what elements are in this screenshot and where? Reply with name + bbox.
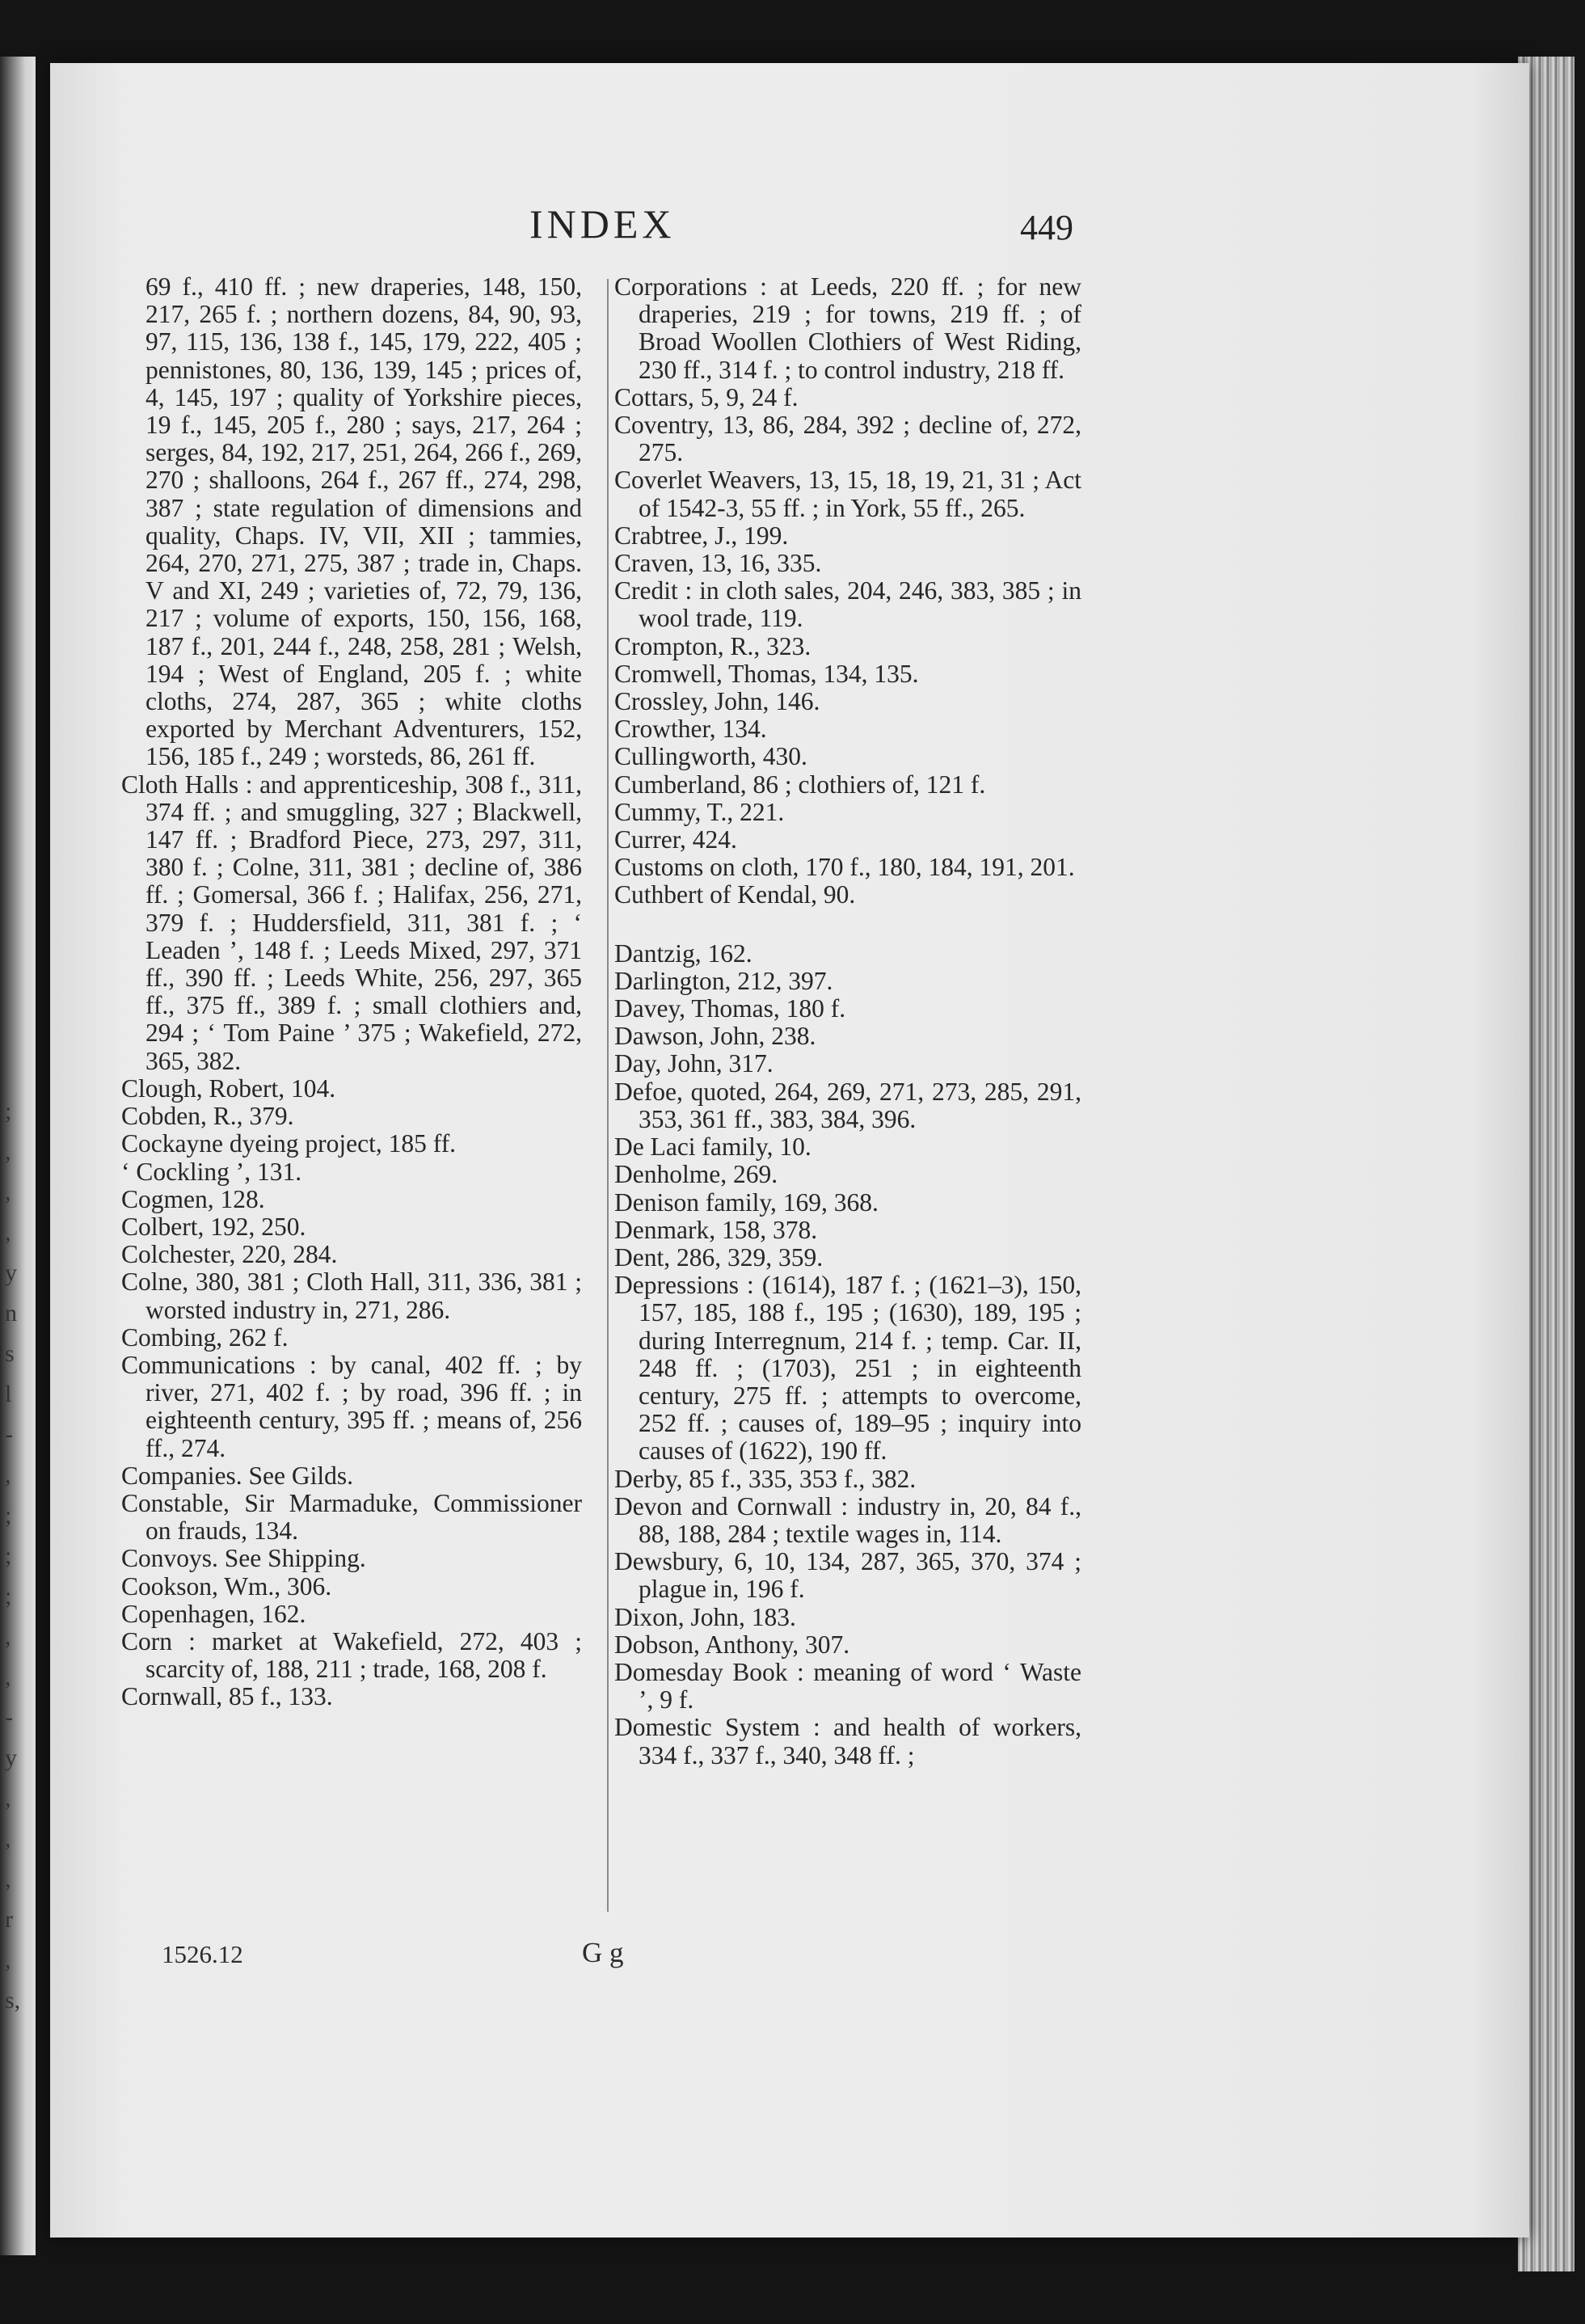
- margin-fragment: ;: [5, 1583, 12, 1609]
- margin-fragment: ,: [5, 1461, 11, 1488]
- index-entry: Cobden, R., 379.: [121, 1102, 294, 1131]
- index-entry: Coventry, 13, 86, 284, 392 ; decline of, 272, 275.: [614, 411, 1081, 467]
- index-entry: Derby, 85 f., 335, 353 f., 382.: [614, 1464, 917, 1493]
- margin-fragment: ,: [5, 1825, 11, 1852]
- index-entry: Dixon, John, 183.: [614, 1602, 796, 1631]
- index-entry: Dobson, Anthony, 307.: [614, 1630, 850, 1659]
- index-entry: Cookson, Wm., 306.: [121, 1571, 332, 1601]
- index-entry: De Laci family, 10.: [614, 1132, 811, 1162]
- index-entry: Cockayne dyeing project, 185 ff.: [121, 1129, 457, 1158]
- margin-fragment: ,: [5, 1664, 11, 1690]
- index-column-left: [121, 273, 582, 1711]
- margin-fragment: s,: [5, 1987, 21, 2014]
- index-entry: Domestic System : and health of workers, 334 f., 337 f., 340, 348 ff. ;: [614, 1713, 1081, 1769]
- index-entry: Combing, 262 f.: [121, 1322, 289, 1352]
- index-entry: Depressions : (1614), 187 f. ; (1621–3), 150, 157, 185, 188 f., 195 ; (1630), 189, 195 ; during Interregnum, 214 f. ; temp. Car. II, 248 ff. ; (1703), 251 ; in eighteenth century, 275 ff. ; attempts to overcome, 252 ff. ; causes of, 189–95 ; inquiry into causes of (1622), 190 ff.: [614, 1271, 1081, 1466]
- index-entry: Copenhagen, 162.: [121, 1599, 306, 1628]
- index-entry: Cogmen, 128.: [121, 1184, 265, 1213]
- index-entry: ‘ Cockling ’, 131.: [121, 1157, 302, 1186]
- index-entry: Davey, Thomas, 180 f.: [614, 994, 846, 1023]
- margin-fragment: y: [5, 1744, 17, 1771]
- printer-signature: 1526.12: [162, 1940, 243, 1968]
- index-entry: Dewsbury, 6, 10, 134, 287, 365, 370, 374 ; plague in, 196 f.: [614, 1547, 1081, 1604]
- index-entry: Corn : market at Wakefield, 272, 403 ; scarcity of, 188, 211 ; trade, 168, 208 f.: [121, 1626, 582, 1684]
- column-divider: [607, 279, 609, 1912]
- index-entry: Corporations : at Leeds, 220 ff. ; for new draperies, 219 ; for towns, 219 ff. ; of Broad Woollen Clothiers of West Riding, 230 ff., 314 f. ; to control industry, 218 ff.: [614, 272, 1081, 384]
- margin-fragment: s: [5, 1340, 15, 1367]
- margin-fragment: y: [5, 1259, 17, 1286]
- page-number: 449: [1020, 208, 1073, 247]
- index-entry: Denmark, 158, 378.: [614, 1215, 818, 1244]
- index-entry: Currer, 424.: [614, 825, 737, 854]
- margin-fragment: ,: [5, 1219, 11, 1246]
- index-entry: Domesday Book : meaning of word ‘ Waste ’, 9 f.: [614, 1657, 1081, 1715]
- index-entry: Craven, 13, 16, 335.: [614, 549, 822, 578]
- margin-fragment: ,: [5, 1179, 11, 1205]
- index-entry: Day, John, 317.: [614, 1049, 774, 1078]
- index-entry: Cullingworth, 430.: [614, 742, 807, 771]
- index-entry: Constable, Sir Marmaduke, Commissioner on frauds, 134.: [121, 1488, 582, 1546]
- index-entry: Coverlet Weavers, 13, 15, 18, 19, 21, 31 ; Act of 1542-3, 55 ff. ; in York, 55 ff., 265.: [614, 466, 1081, 522]
- index-entry: Cloth Halls : and apprenticeship, 308 f., 311, 374 ff. ; and smuggling, 327 ; Blackwell, 147 ff. ; Bradford Piece, 273, 297, 311, 380 f. ; Colne, 311, 381 ; decline of, 386 ff. ; Gomersal, 366 f. ; Halifax, 256, 271, 379 f. ; Huddersfield, 311, 381 f. ; ‘ Leaden ’, 148 f. ; Leeds Mixed, 297, 371 ff., 390 ff. ; Leeds White, 256, 297, 365 ff., 375 ff., 389 f. ; small clothiers and, 294 ; ‘ Tom Paine ’ 375 ; Wakefield, 272, 365, 382.: [121, 770, 582, 1075]
- index-entry: Crossley, John, 146.: [614, 687, 820, 716]
- index-column-right: [614, 273, 1081, 1769]
- margin-fragment: r: [5, 1906, 13, 1933]
- margin-fragment: -: [5, 1704, 13, 1731]
- margin-fragment: ,: [5, 1866, 11, 1892]
- index-entry: 69 f., 410 ff. ; new draperies, 148, 150, 217, 265 f. ; northern dozens, 84, 90, 93, 97, 115, 136, 138 f., 145, 179, 222, 405 ; pennistones, 80, 136, 139, 145 ; prices of, 4, 145, 197 ; quality of Yorkshire pieces, 19 f., 145, 205 f., 280 ; says, 217, 264 ; serges, 84, 192, 217, 251, 264, 266 f., 269, 270 ; shalloons, 264 f., 267 ff., 274, 298, 387 ; state regulation of dimensions and quality, Chaps. IV, VII, XII ; tammies, 264, 270, 271, 275, 387 ; trade in, Chaps. V and XI, 249 ; varieties of, 72, 79, 136, 217 ; volume of exports, 150, 156, 168, 187 f., 201, 244 f., 248, 258, 281 ; Welsh, 194 ; West of England, 205 f. ; white cloths, 274, 287, 365 ; white cloths exported by Merchant Adventurers, 152, 156, 185 f., 249 ; worsteds, 86, 261 ff.: [145, 272, 582, 771]
- margin-fragment: ;: [5, 1502, 12, 1529]
- index-entry: Denison family, 169, 368.: [614, 1187, 879, 1217]
- index-entry: Dawson, John, 238.: [614, 1022, 816, 1051]
- margin-fragment: ,: [5, 1947, 11, 1973]
- margin-fragment: -: [5, 1421, 13, 1448]
- index-entry: Dent, 286, 329, 359.: [614, 1242, 824, 1272]
- index-entry: Clough, Robert, 104.: [121, 1073, 336, 1103]
- index-entry: Crabtree, J., 199.: [614, 521, 789, 550]
- margin-fragment: ;: [5, 1098, 12, 1124]
- margin-fragment: l: [5, 1381, 12, 1407]
- index-entry: Cumberland, 86 ; clothiers of, 121 f.: [614, 770, 986, 799]
- letter-section-gap: [614, 909, 1081, 940]
- index-entry: Convoys. See Shipping.: [121, 1544, 366, 1573]
- margin-fragment: n: [5, 1300, 17, 1326]
- index-entry: Crompton, R., 323.: [614, 631, 811, 660]
- signature-mark: G g: [582, 1937, 624, 1968]
- index-entry: Colbert, 192, 250.: [121, 1212, 306, 1241]
- index-entry: Cummy, T., 221.: [614, 797, 785, 826]
- index-entry: Credit : in cloth sales, 204, 246, 383, 385 ; in wool trade, 119.: [614, 576, 1081, 633]
- index-entry: Companies. See Gilds.: [121, 1461, 353, 1490]
- margin-fragment: ,: [5, 1785, 11, 1812]
- index-entry: Defoe, quoted, 264, 269, 271, 273, 285, 291, 353, 361 ff., 383, 384, 396.: [614, 1077, 1081, 1133]
- page-title: INDEX: [529, 201, 676, 247]
- previous-page-edge: [0, 57, 36, 2255]
- index-entry: Colne, 380, 381 ; Cloth Hall, 311, 336, 381 ; worsted industry in, 271, 286.: [121, 1267, 582, 1324]
- index-entry: Denholme, 269.: [614, 1160, 778, 1189]
- index-entry: Colchester, 220, 284.: [121, 1240, 338, 1269]
- index-entry: Cromwell, Thomas, 134, 135.: [614, 659, 919, 688]
- margin-fragment: ,: [5, 1623, 11, 1650]
- index-entry: Customs on cloth, 170 f., 180, 184, 191, 201.: [614, 853, 1075, 882]
- index-entry: Devon and Cornwall : industry in, 20, 84 f., 88, 188, 284 ; textile wages in, 114.: [614, 1491, 1081, 1548]
- margin-fragment: ,: [5, 1138, 11, 1165]
- index-entry: Cuthbert of Kendal, 90.: [614, 880, 856, 909]
- margin-fragment: ;: [5, 1542, 12, 1569]
- index-entry: Communications : by canal, 402 ff. ; by river, 271, 402 f. ; by road, 396 ff. ; in eighteenth century, 395 ff. ; means of, 256 ff., 274.: [121, 1350, 582, 1462]
- index-entry: Cottars, 5, 9, 24 f.: [614, 382, 799, 411]
- index-entry: Dantzig, 162.: [614, 938, 752, 968]
- index-entry: Crowther, 134.: [614, 715, 767, 744]
- index-entry: Darlington, 212, 397.: [614, 966, 833, 995]
- index-entry: Cornwall, 85 f., 133.: [121, 1682, 333, 1711]
